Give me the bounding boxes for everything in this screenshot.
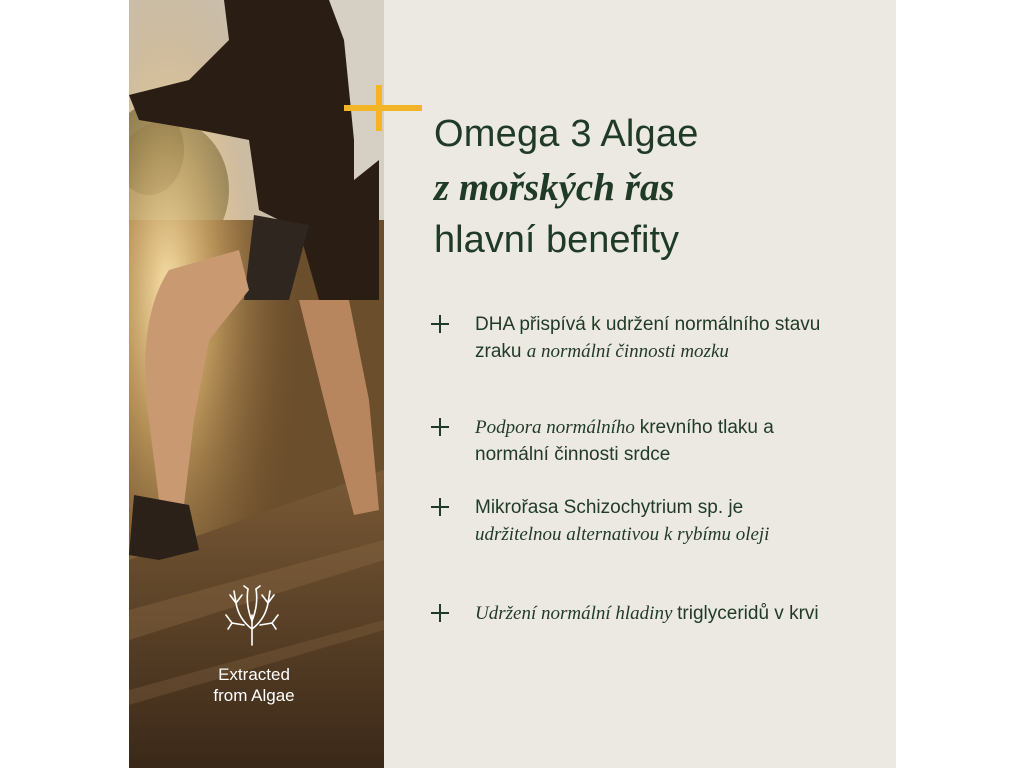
benefit-text-plain: Mikrořasa Schizochytrium sp. je [475, 497, 744, 518]
algae-caption-line: Extracted [218, 665, 290, 684]
benefit-text [475, 311, 835, 365]
benefit-text [475, 414, 835, 468]
product-title: Omega 3 Algae [434, 113, 699, 155]
benefit-text-italic: Udržení normální hladiny [475, 603, 678, 624]
benefit-text [475, 494, 835, 548]
plus-icon [429, 602, 451, 624]
benefit-text-italic: udržitelnou alternativou k rybímu oleji [475, 524, 770, 545]
product-subtitle: z mořských řas [434, 166, 675, 209]
benefit-text-italic: Podpora normálního [475, 417, 640, 438]
accent-plus-icon [344, 85, 424, 135]
benefit-text-italic: a normální činnosti mozku [526, 341, 729, 362]
algae-caption-line: from Algae [213, 686, 295, 705]
plus-icon [429, 313, 451, 335]
product-banner [129, 0, 896, 768]
algae-caption [199, 664, 309, 706]
benefit-text-plain: DHA přispívá k udržení normálního stavu zraku [475, 314, 821, 362]
plus-icon [429, 416, 451, 438]
algae-icon [222, 585, 282, 647]
plus-icon [429, 496, 451, 518]
benefit-text-plain: krevního tlaku a normální činnosti srdce [475, 417, 774, 465]
benefit-text [475, 600, 835, 627]
benefit-text-plain: triglyceridů v krvi [677, 603, 819, 624]
benefits-heading: hlavní benefity [434, 219, 680, 261]
